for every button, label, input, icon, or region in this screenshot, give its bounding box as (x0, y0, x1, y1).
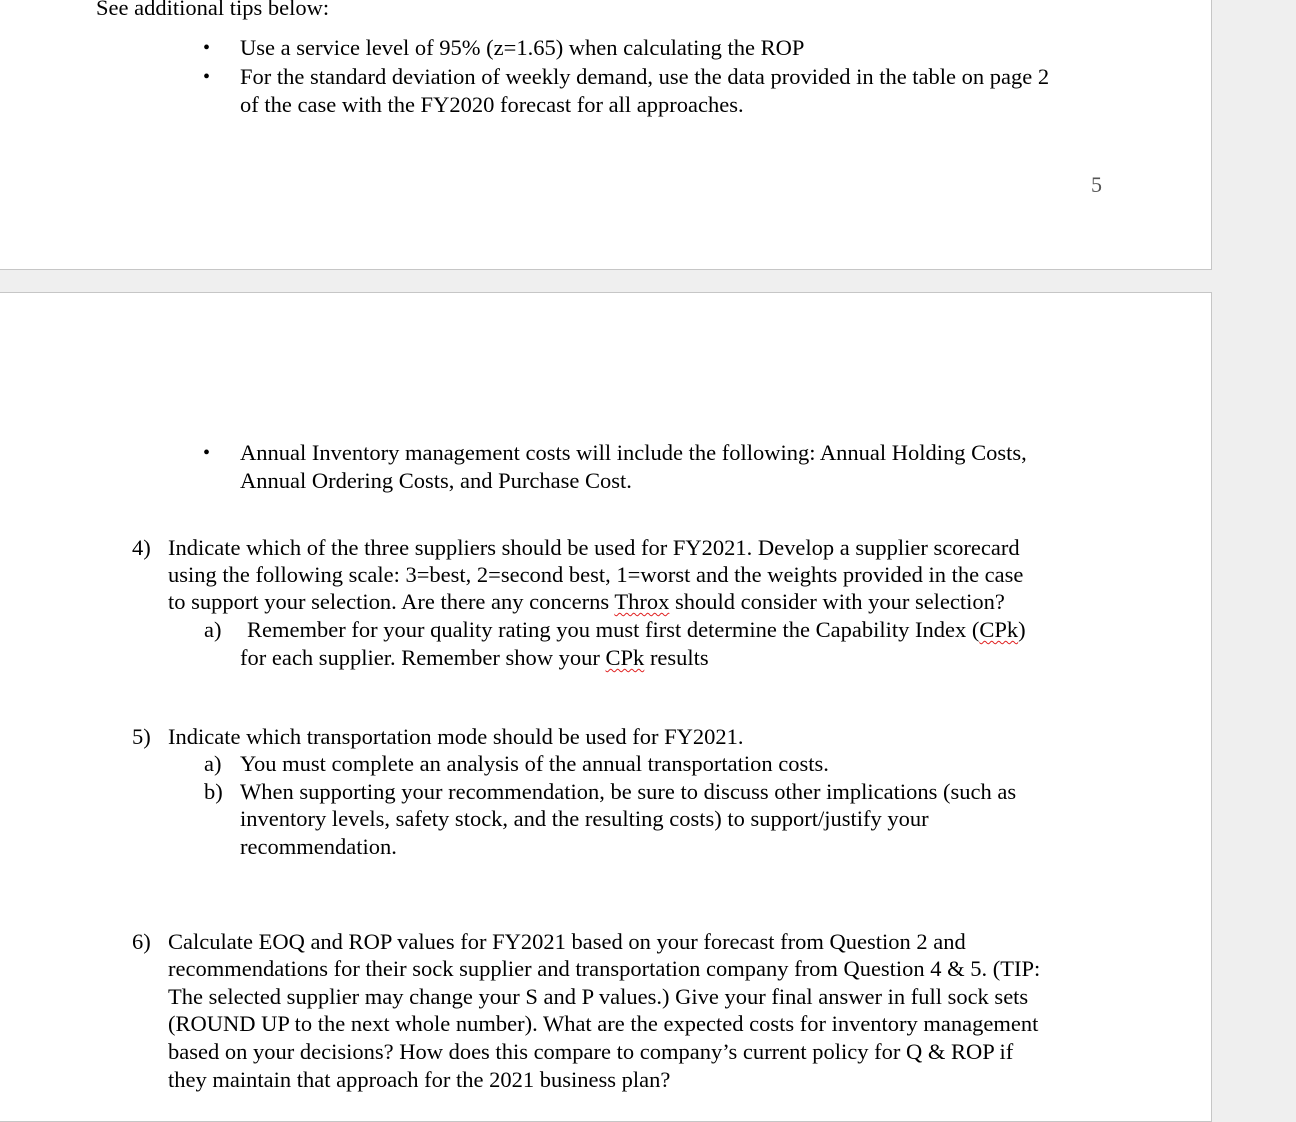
bullet-icon: • (203, 66, 211, 88)
text-line (168, 534, 1020, 562)
text-segment: should consider with your selection? (669, 589, 1005, 614)
text-segment: results (644, 645, 709, 670)
text-segment: ) (1018, 617, 1026, 642)
text-line (240, 91, 744, 119)
text-line (240, 750, 829, 778)
text-segment: for each supplier. Remember show your (240, 645, 606, 670)
text-segment: Calculate EOQ and ROP values for FY2021 based on your forecast from Question 2 and (168, 929, 966, 954)
text-segment: You must complete an analysis of the annual transportation costs. (240, 751, 829, 776)
text-line (240, 63, 1049, 91)
text-line (240, 778, 1016, 806)
text-segment: recommendation. (240, 834, 397, 859)
text-line (247, 616, 1026, 644)
question-number: 4) (132, 535, 151, 560)
text-line (168, 561, 1023, 589)
text-line (240, 467, 632, 495)
sub-item-letter: a) (204, 617, 222, 642)
text-segment: using the following scale: 3=best, 2=second best, 1=worst and the weights provided in the case (168, 562, 1024, 587)
text-segment: Indicate which transportation mode should be used for FY2021. (168, 724, 744, 749)
text-line (168, 1038, 1013, 1066)
question-number: 5) (132, 724, 151, 749)
text-segment: Annual Inventory management costs will include the following: Annual Holding Costs, (240, 440, 1027, 465)
text-line (168, 588, 1005, 616)
text-segment: to support your selection. Are there any concerns (168, 589, 615, 614)
text-segment: When supporting your recommendation, be sure to discuss other implications (such as (240, 779, 1017, 804)
bullet-icon: • (203, 442, 211, 464)
text-segment: Annual Ordering Costs, and Purchase Cost. (240, 468, 632, 493)
text-segment: The selected supplier may change your S and P values.) Give your final answer in full sock sets (168, 984, 1029, 1009)
text-segment: (ROUND UP to the next whole number). What are the expected costs for inventory management (168, 1011, 1039, 1036)
text-segment: inventory levels, safety stock, and the resulting costs) to support/justify your (240, 806, 929, 831)
text-segment: Remember for your quality rating you must first determine the Capability Index ( (247, 617, 980, 642)
bullet-icon: • (203, 37, 211, 59)
text-segment: For the standard deviation of weekly demand, use the data provided in the table on page 2 (240, 64, 1050, 89)
text-line (168, 928, 966, 956)
page-number: 5 (1091, 172, 1102, 197)
sub-item-letter: a) (204, 751, 222, 776)
sub-item-letter: b) (204, 779, 223, 804)
text-line (240, 34, 804, 62)
text-segment: recommendations for their sock supplier and transportation company from Question 4 & 5. (TIP: (168, 956, 1041, 981)
text-segment: Use a service level of 95% (z=1.65) when calculating the ROP (240, 35, 805, 60)
question-number: 6) (132, 929, 151, 954)
text-segment: See additional tips below: (96, 0, 330, 20)
text-line (240, 439, 1027, 467)
text-segment: Indicate which of the three suppliers should be used for FY2021. Develop a supplier scorecard (168, 535, 1020, 560)
text-line (240, 644, 709, 672)
spelling-error-word[interactable]: CPk (979, 617, 1019, 642)
spelling-error-word[interactable]: CPk (605, 645, 645, 670)
text-line (168, 723, 744, 751)
text-line (168, 983, 1028, 1011)
text-line (168, 955, 1040, 983)
text-segment: based on your decisions? How does this compare to company’s current policy for Q & ROP if (168, 1039, 1014, 1064)
spelling-error-word[interactable]: Throx (614, 589, 670, 614)
text-line (168, 1066, 670, 1094)
text-line (168, 1010, 1038, 1038)
text-segment: of the case with the FY2020 forecast for all approaches. (240, 92, 744, 117)
text-line (96, 0, 329, 22)
text-segment: they maintain that approach for the 2021 business plan? (168, 1067, 671, 1092)
text-line (240, 833, 397, 861)
text-line (240, 805, 929, 833)
